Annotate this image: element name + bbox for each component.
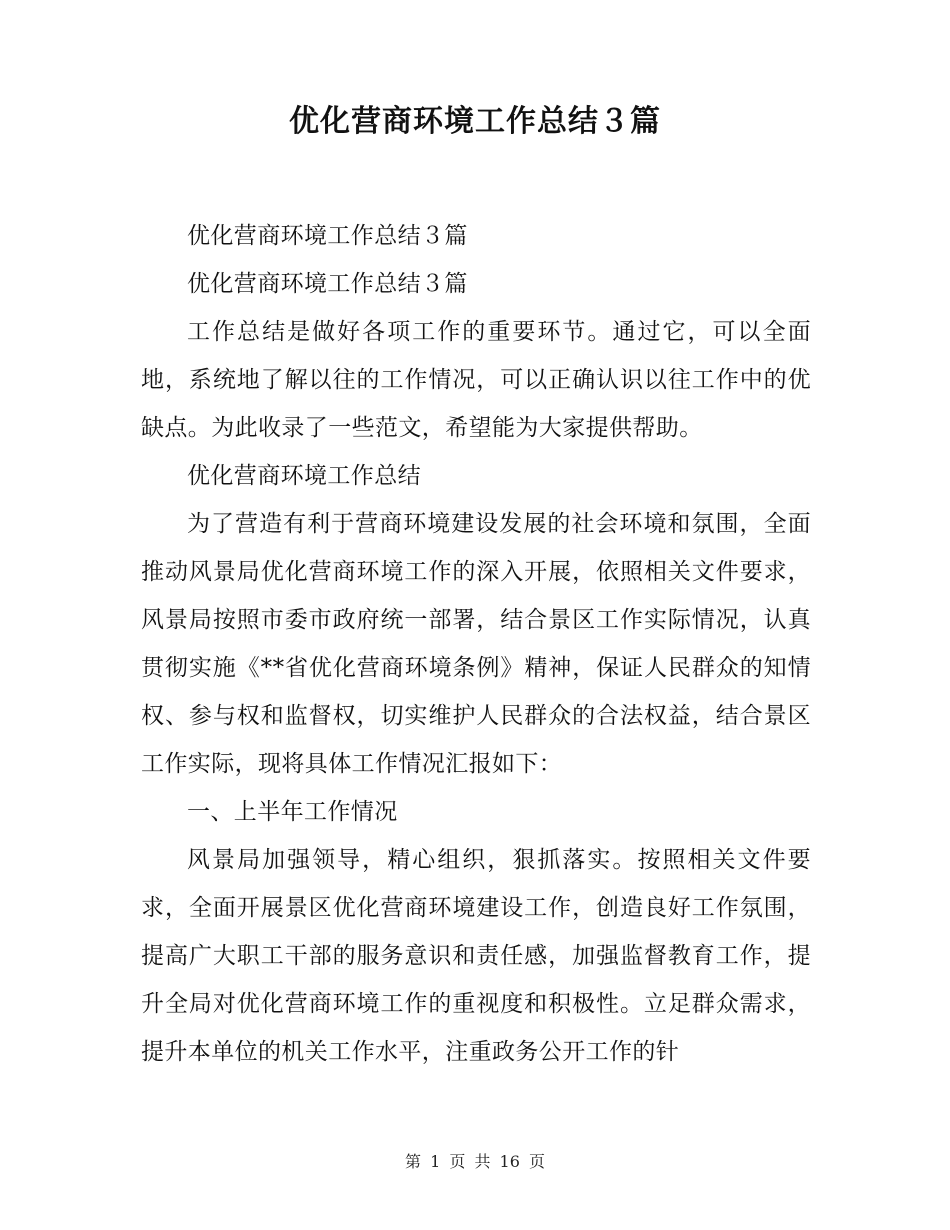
- paragraph: 风景局加强领导，精心组织，狠抓落实。按照相关文件要求，全面开展景区优化营商环境建设工作，创造良好工作氛围，提高广大职工干部的服务意识和责任感，加强监督教育工作，提升全局对优化营商环境工作的重视度和积极性。立足群众需求，提升本单位的机关工作水平，注重政务公开工作的针: [141, 847, 811, 1065]
- paragraph: 为了营造有利于营商环境建设发展的社会环境和氛围，全面推动风景局优化营商环境工作的深入开展，依照相关文件要求，风景局按照市委市政府统一部署，结合景区工作实际情况，认真贯彻实施《**省优化营商环境条例》精神，保证人民群众的知情权、参与权和监督权，切实维护人民群众的合法权益，结合景区工作实际，现将具体工作情况汇报如下：: [141, 511, 811, 777]
- section-heading: 一、上半年工作情况: [187, 799, 398, 825]
- document-title: 优化营商环境工作总结３篇: [289, 104, 661, 139]
- paragraph: 工作总结是做好各项工作的重要环节。通过它，可以全面地，系统地了解以往的工作情况，可以正确认识以往工作中的优缺点。为此收录了一些范文，希望能为大家提供帮助。: [141, 319, 811, 441]
- section-heading: 优化营商环境工作总结: [187, 463, 421, 489]
- paragraph: 优化营商环境工作总结３篇: [187, 271, 468, 297]
- page-number-footer: 第 1 页 共 16 页: [405, 1152, 545, 1171]
- document-body: [141, 212, 811, 1076]
- paragraph: 优化营商环境工作总结３篇: [187, 223, 468, 249]
